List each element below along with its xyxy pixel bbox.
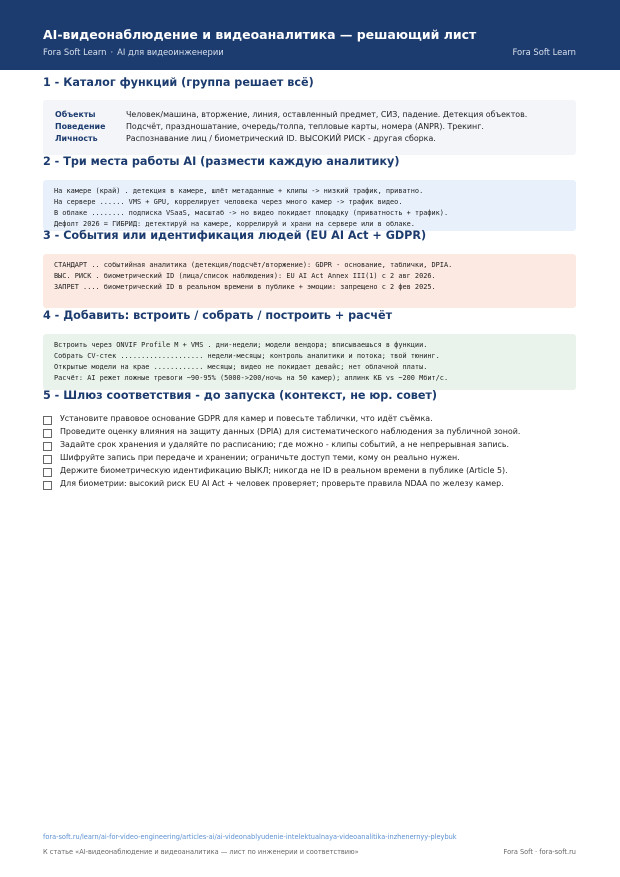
risk-line: ВЫС. РИСК . биометрический ID (лица/список наблюдения): EU AI Act Annex III(1) с 2 авг 2026. — [54, 272, 436, 280]
catalog-value: Распознавание лиц / биометрический ID. ВЫСОКИЙ РИСК - другая сборка. — [126, 134, 436, 143]
checklist-item[interactable] — [43, 427, 583, 439]
option-line: Собрать CV-стек .................... недели-месяцы; контроль аналитики и потока; твой тюнинг. — [54, 352, 440, 360]
catalog-key: Объекты — [55, 110, 96, 119]
section-4-title: 4 - Добавить: встроить / собрать / построить + расчёт — [43, 309, 393, 322]
option-line: Расчёт: AI режет ложные тревоги ~90-95% (5000->200/ночь на 50 камер); аплинк КБ vs ~200 Мбит/с. — [54, 374, 449, 382]
subtitle-topic: AI для видеоинженерии — [117, 47, 224, 57]
checklist-item-label: Задайте срок хранения и удаляйте по расписанию; где можно - клипы событий, а не непрерывная запись. — [60, 440, 510, 449]
catalog-key: Личность — [55, 134, 98, 143]
risk-line: ЗАПРЕТ .... биометрический ID в реальном времени в публике + эмоции: запрещено с 2 фев 2025. — [54, 283, 436, 291]
checklist-item[interactable] — [43, 414, 583, 426]
risk-line: СТАНДАРТ .. событийная аналитика (детекция/подсчёт/вторжение): GDPR - основание, таблички, DPIA. — [54, 261, 453, 269]
checkbox[interactable] — [43, 455, 52, 464]
checklist-item-label: Для биометрии: высокий риск EU AI Act + человек проверяет; проверьте правила NDAA по железу камер. — [60, 479, 504, 488]
checklist-item[interactable] — [43, 479, 583, 491]
placement-line: Дефолт 2026 = ГИБРИД: детектируй на камере, коррелируй и храни на сервере или в облаке. — [54, 220, 415, 228]
catalog-key: Поведение — [55, 122, 106, 131]
placement-line: На камере (край) . детекция в камере, шлёт метаданные + клипы -> низкий трафик, приватно. — [54, 187, 424, 195]
checklist-item-label: Держите биометрическую идентификацию ВЫКЛ; никогда не ID в реальном времени в публике (Article 5). — [60, 466, 508, 475]
checkbox[interactable] — [43, 468, 52, 477]
ai-placement-box — [43, 180, 576, 231]
article-link[interactable]: fora-soft.ru/learn/ai-for-video-engineering/articles-ai/ai-videonablyudenie-intelektualnaya-videoanalitika-inzhenernyy-pleybuk — [43, 833, 457, 841]
checklist-item-label: Шифруйте запись при передаче и хранении; ограничьте доступ теми, кому он реально нужен. — [60, 453, 460, 462]
footer-caption: К статье «AI-видеонаблюдение и видеоаналитика — лист по инженерии и соответствию» — [43, 848, 359, 856]
checklist-item[interactable] — [43, 453, 583, 465]
checkbox[interactable] — [43, 416, 52, 425]
footer-brand: Fora Soft · fora-soft.ru — [503, 848, 576, 856]
placement-line: В облаке ........ подписка VSaaS, масштаб -> но видео покидает площадку (приватность + трафик). — [54, 209, 449, 217]
section-5-title: 5 - Шлюз соответствия - до запуска (контекст, не юр. совет) — [43, 389, 438, 402]
option-line: Встроить через ONVIF Profile M + VMS . дни-недели; модели вендора; вписываешься в функции. — [54, 341, 428, 349]
build-options-box — [43, 334, 576, 390]
checklist-item[interactable] — [43, 466, 583, 478]
page-title: AI-видеонаблюдение и видеоаналитика — решающий лист — [43, 27, 477, 42]
function-catalog-box — [43, 100, 576, 155]
events-identity-box — [43, 254, 576, 308]
placement-line: На сервере ...... VMS + GPU, коррелирует человека через много камер -> трафик видео. — [54, 198, 403, 206]
subtitle-brand: Fora Soft Learn — [43, 47, 107, 57]
section-2-title: 2 - Три места работы AI (размести каждую аналитику) — [43, 155, 400, 168]
header-subtitle — [43, 47, 224, 57]
header-brand: Fora Soft Learn — [512, 47, 576, 57]
checklist-item-label: Установите правовое основание GDPR для камер и повесьте таблички, что идёт съёмка. — [60, 414, 433, 423]
catalog-value: Человек/машина, вторжение, линия, оставленный предмет, СИЗ, падение. Детекция объектов. — [126, 110, 528, 119]
checkbox[interactable] — [43, 429, 52, 438]
catalog-value: Подсчёт, праздношатание, очередь/толпа, тепловые карты, номера (ANPR). Трекинг. — [126, 122, 484, 131]
section-1-title: 1 - Каталог функций (группа решает всё) — [43, 76, 314, 89]
section-3-title: 3 - События или идентификация людей (EU AI Act + GDPR) — [43, 229, 427, 242]
checklist-item-label: Проведите оценку влияния на защиту данных (DPIA) для систематического наблюдения за публичной зоной. — [60, 427, 521, 436]
subtitle-separator: · — [110, 47, 114, 57]
checkbox[interactable] — [43, 481, 52, 490]
checkbox[interactable] — [43, 442, 52, 451]
checklist-item[interactable] — [43, 440, 583, 452]
option-line: Открытые модели на крае ............ месяцы; видео не покидает девайс; нет облачной платы. — [54, 363, 428, 371]
header-banner — [0, 0, 620, 70]
